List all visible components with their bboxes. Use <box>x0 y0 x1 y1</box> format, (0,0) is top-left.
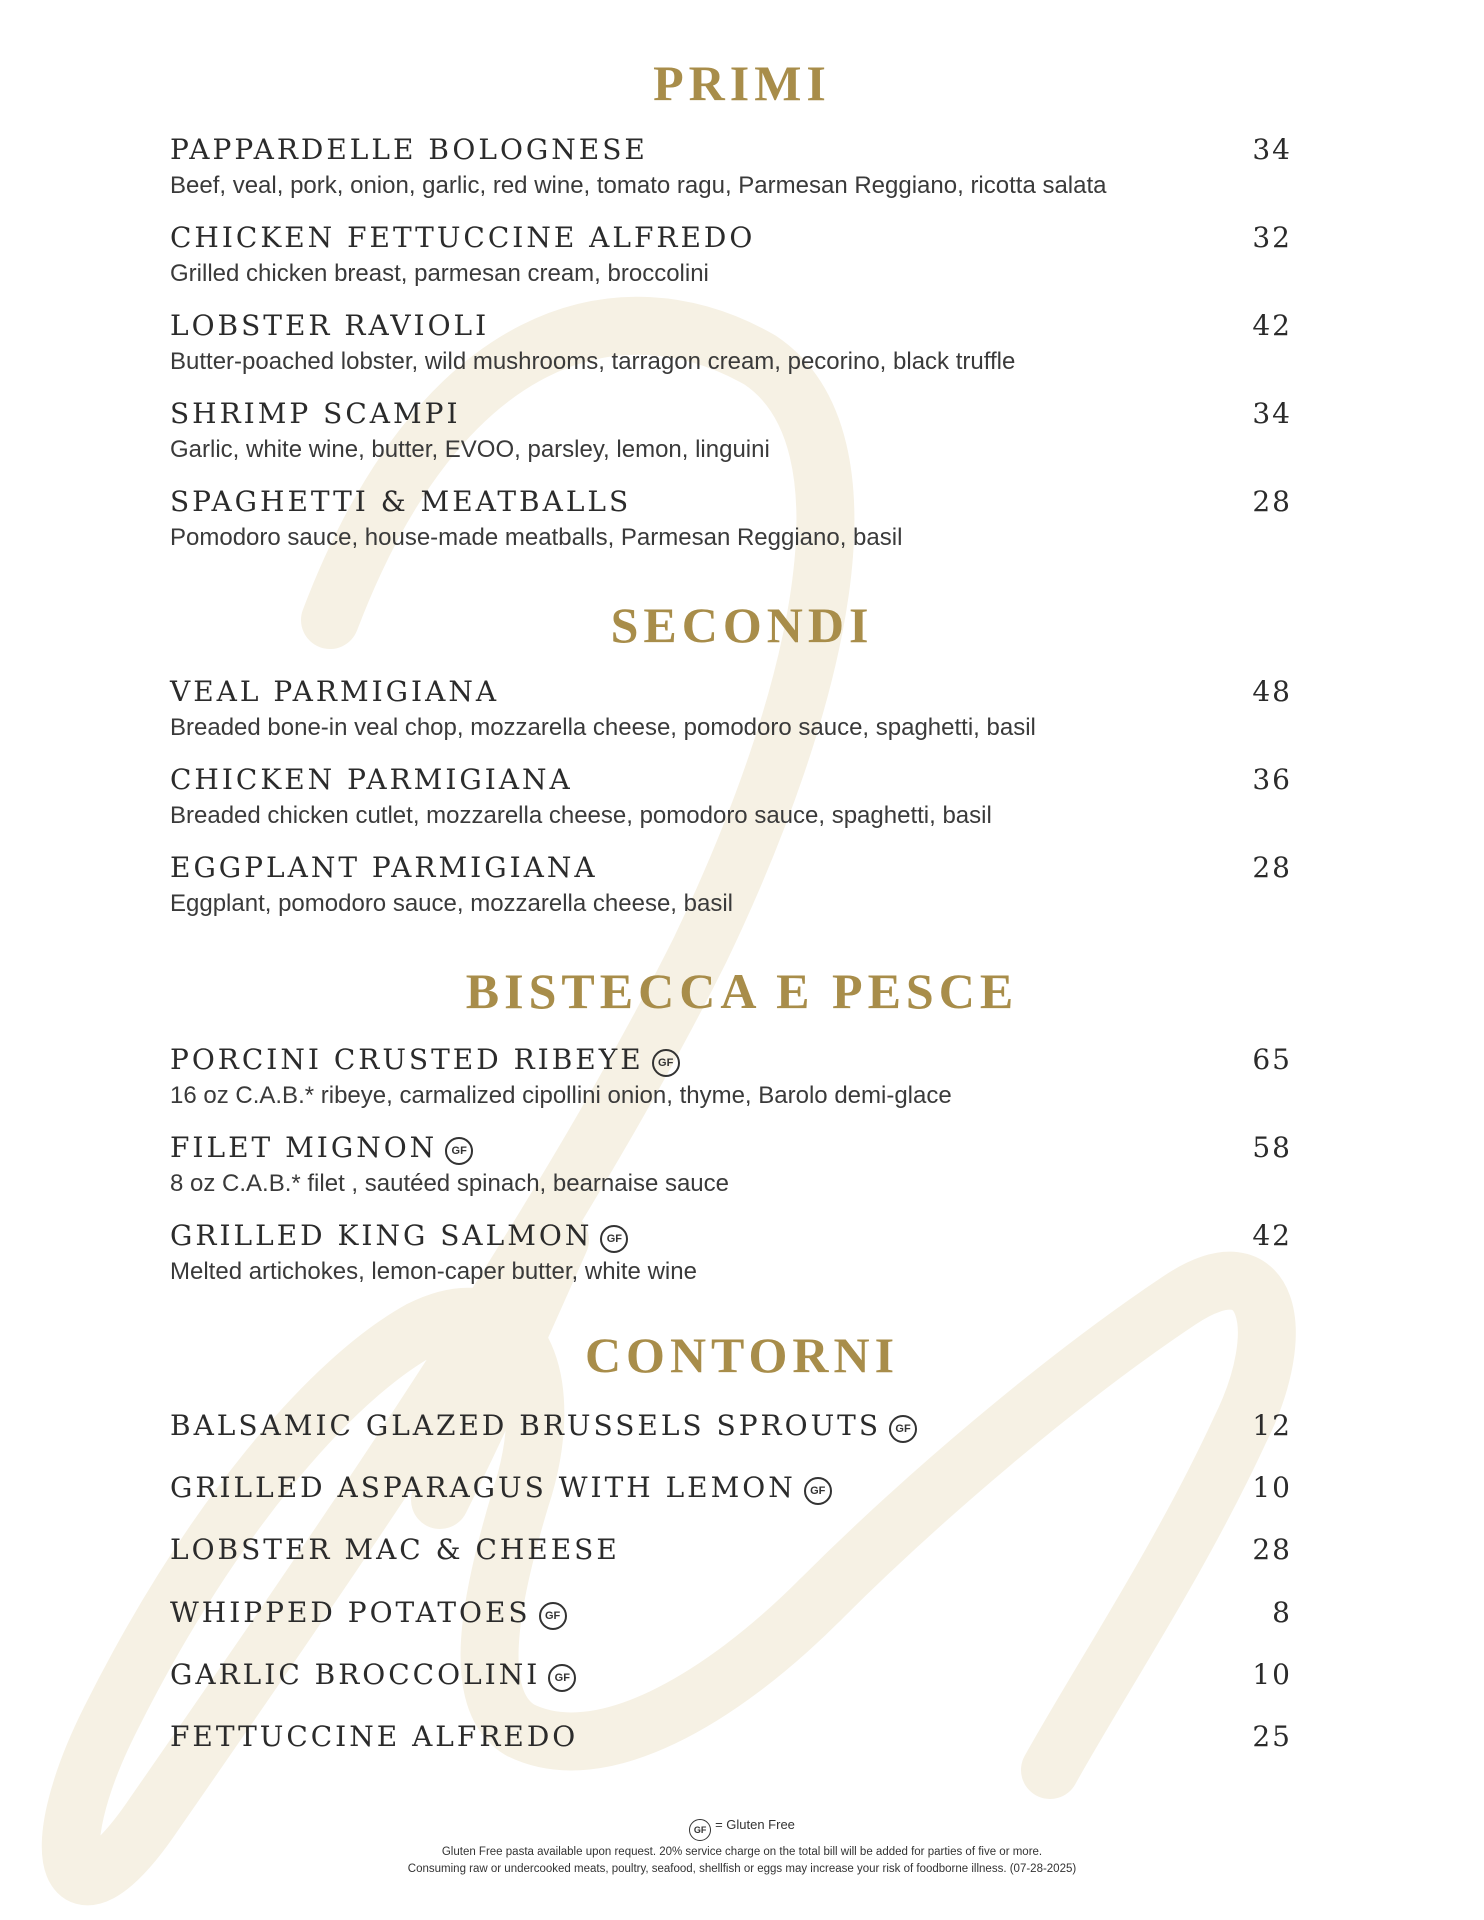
section-title-secondi: SECONDI <box>610 597 874 653</box>
menu-item-header <box>170 1471 1292 1505</box>
menu-item-name: GRILLED ASPARAGUS WITH LEMON <box>170 1471 796 1504</box>
menu-item-header <box>170 1409 1292 1443</box>
menu-item <box>170 1043 1292 1111</box>
section-title-bistecca-e-pesce: BISTECCA E PESCE <box>465 963 1019 1019</box>
menu-item-name: SHRIMP SCAMPI <box>170 397 461 430</box>
menu-item-price: 10 <box>1252 1471 1292 1504</box>
menu-item <box>170 485 1292 553</box>
legend-text: = Gluten Free <box>715 1817 795 1832</box>
menu-item-name: PORCINI CRUSTED RIBEYE <box>170 1043 644 1076</box>
menu-item-description: Breaded bone-in veal chop, mozzarella cheese, pomodoro sauce, spaghetti, basil <box>170 714 1036 741</box>
menu-item-price: 36 <box>1252 763 1292 796</box>
menu-item-header <box>170 1219 1292 1253</box>
menu-item-header <box>170 133 1292 167</box>
menu-item-name: CHICKEN FETTUCCINE ALFREDO <box>170 221 756 254</box>
menu-item-name: CHICKEN PARMIGIANA <box>170 763 573 796</box>
menu-item <box>170 397 1292 465</box>
menu-item-header <box>170 1131 1292 1165</box>
menu-item <box>170 763 1292 831</box>
menu-item-name: FILET MIGNON <box>170 1131 438 1164</box>
menu-item-header <box>170 851 1292 885</box>
menu-item-description: Grilled chicken breast, parmesan cream, broccolini <box>170 260 709 287</box>
menu-item-header <box>170 1720 1292 1754</box>
menu-item-price: 8 <box>1272 1596 1292 1629</box>
menu-item <box>170 221 1292 289</box>
menu-item-header <box>170 485 1292 519</box>
menu-item-price: 12 <box>1252 1409 1292 1442</box>
menu-item <box>170 1720 1292 1754</box>
menu-item-price: 48 <box>1252 675 1292 708</box>
menu-item <box>170 675 1292 743</box>
gluten-free-icon: GF <box>600 1225 628 1253</box>
menu-item-price: 42 <box>1252 309 1292 342</box>
menu-item <box>170 1533 1292 1567</box>
menu-item-description: Beef, veal, pork, onion, garlic, red wine, tomato ragu, Parmesan Reggiano, ricotta salata <box>170 172 1107 199</box>
footer-note-foodborne-illness: Consuming raw or undercooked meats, poultry, seafood, shellfish or eggs may increase your risk of foodborne illness. (07-28-2025) <box>407 1863 1077 1875</box>
menu-item-name: GARLIC BROCCOLINI <box>170 1658 541 1691</box>
menu-item-description: Butter-poached lobster, wild mushrooms, tarragon cream, pecorino, black truffle <box>170 348 1016 375</box>
menu-item-description: Eggplant, pomodoro sauce, mozzarella cheese, basil <box>170 890 733 917</box>
menu-item-name: EGGPLANT PARMIGIANA <box>170 851 598 884</box>
menu-item <box>170 1596 1292 1630</box>
menu-item-price: 28 <box>1252 851 1292 884</box>
menu-item-name: BALSAMIC GLAZED BRUSSELS SPROUTS <box>170 1409 882 1442</box>
menu-item-header <box>170 763 1292 797</box>
menu-item <box>170 1219 1292 1287</box>
gluten-free-icon: GF <box>652 1049 680 1077</box>
gluten-free-icon: GF <box>539 1602 567 1630</box>
menu-item-price: 34 <box>1252 397 1292 430</box>
menu-item-name: GRILLED KING SALMON <box>170 1219 593 1252</box>
menu-item-price: 34 <box>1252 133 1292 166</box>
gluten-free-legend <box>0 1815 1484 1841</box>
section-title-primi: PRIMI <box>653 55 831 111</box>
menu-item-description: 16 oz C.A.B.* ribeye, carmalized cipollini onion, thyme, Barolo demi-glace <box>170 1082 952 1109</box>
menu-item-description: Breaded chicken cutlet, mozzarella cheese, pomodoro sauce, spaghetti, basil <box>170 802 992 829</box>
menu-item <box>170 851 1292 919</box>
section-title-contorni: CONTORNI <box>584 1327 900 1383</box>
menu-item-description: Melted artichokes, lemon-caper butter, white wine <box>170 1258 697 1285</box>
menu-item-name: WHIPPED POTATOES <box>170 1596 531 1629</box>
menu-item <box>170 309 1292 377</box>
menu-item-price: 65 <box>1252 1043 1292 1076</box>
menu-item <box>170 133 1292 201</box>
menu-item-header <box>170 1596 1292 1630</box>
menu-item-header <box>170 309 1292 343</box>
menu-item-price: 25 <box>1252 1720 1292 1753</box>
menu-item-header <box>170 1658 1292 1692</box>
menu-item <box>170 1131 1292 1199</box>
footer-note-pasta-service: Gluten Free pasta available upon request. 20% service charge on the total bill will be added for parties of five or more. <box>441 1846 1043 1858</box>
menu-item-name: PAPPARDELLE BOLOGNESE <box>170 133 648 166</box>
menu-item-description: Garlic, white wine, butter, EVOO, parsley, lemon, linguini <box>170 436 770 463</box>
menu-item-name: FETTUCCINE ALFREDO <box>170 1720 579 1753</box>
menu-item-name: LOBSTER MAC & CHEESE <box>170 1533 620 1566</box>
menu-item-price: 42 <box>1252 1219 1292 1252</box>
menu-item-price: 28 <box>1252 485 1292 518</box>
menu-item-price: 28 <box>1252 1533 1292 1566</box>
menu-item-name: LOBSTER RAVIOLI <box>170 309 490 342</box>
menu-item <box>170 1471 1292 1505</box>
menu-item-name: VEAL PARMIGIANA <box>170 675 500 708</box>
gluten-free-icon: GF <box>804 1477 832 1505</box>
menu-item <box>170 1409 1292 1443</box>
gluten-free-icon: GF <box>889 1415 917 1443</box>
menu-item <box>170 1658 1292 1692</box>
menu-item-header <box>170 1533 1292 1567</box>
menu-item-price: 10 <box>1252 1658 1292 1691</box>
gluten-free-icon: GF <box>689 1819 711 1841</box>
menu-item-header <box>170 397 1292 431</box>
menu-item-price: 58 <box>1252 1131 1292 1164</box>
gluten-free-icon: GF <box>548 1664 576 1692</box>
menu-item-header <box>170 221 1292 255</box>
gluten-free-icon: GF <box>445 1137 473 1165</box>
menu-item-price: 32 <box>1252 221 1292 254</box>
menu-item-description: Pomodoro sauce, house-made meatballs, Parmesan Reggiano, basil <box>170 524 903 551</box>
menu-item-name: SPAGHETTI & MEATBALLS <box>170 485 632 518</box>
menu-item-header <box>170 675 1292 709</box>
menu-item-description: 8 oz C.A.B.* filet , sautéed spinach, bearnaise sauce <box>170 1170 729 1197</box>
menu-item-header <box>170 1043 1292 1077</box>
